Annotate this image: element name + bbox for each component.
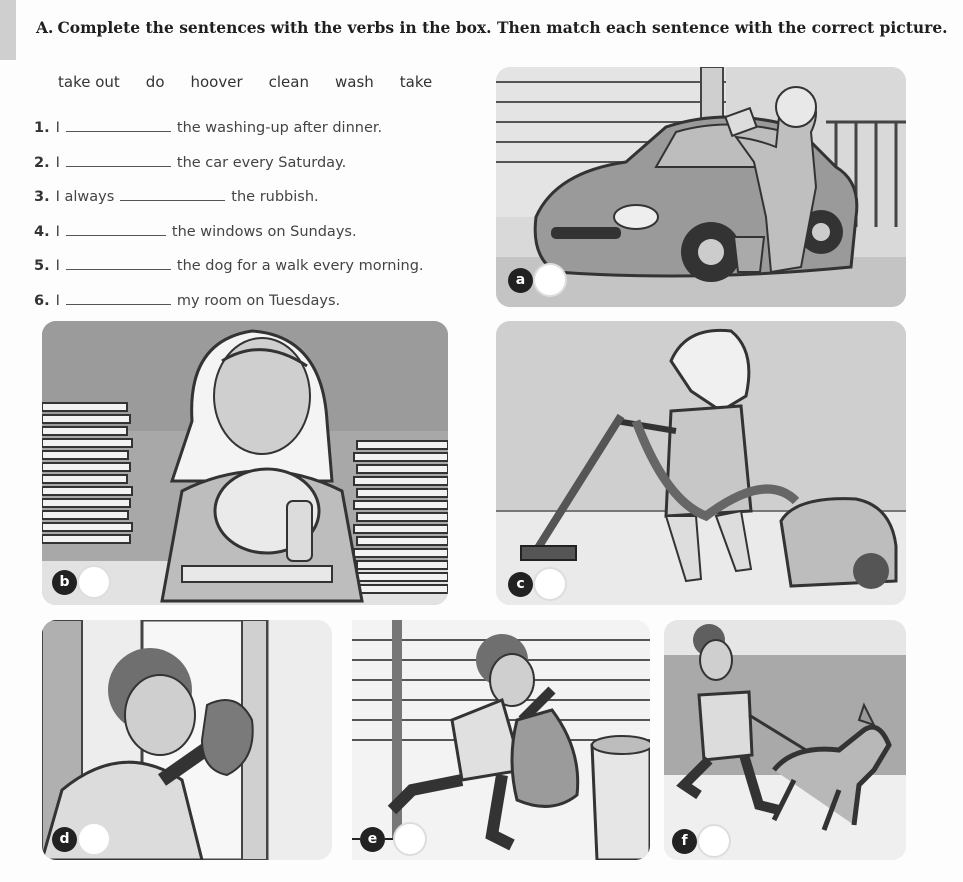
picture-e xyxy=(352,620,650,860)
verb-take-out: take out xyxy=(58,73,120,91)
sentence-number: 5. xyxy=(34,258,50,274)
picture-letter: d xyxy=(52,827,77,852)
answer-circle-f[interactable] xyxy=(697,824,731,858)
sentence-number: 2. xyxy=(34,154,50,171)
answer-circle-b[interactable] xyxy=(77,565,111,599)
picture-letter: c xyxy=(508,572,533,597)
sentence-end: the dog for a walk every morning. xyxy=(176,258,424,274)
verb-do: do xyxy=(145,73,165,91)
picture-letter: e xyxy=(360,827,385,852)
sentence-end: the windows on Sundays. xyxy=(171,223,357,240)
picture-c-label xyxy=(508,567,567,601)
picture-letter: f xyxy=(672,829,697,854)
verb-take: take xyxy=(399,73,433,91)
exercise-title xyxy=(36,18,948,37)
answer-circle-a[interactable] xyxy=(533,263,567,297)
picture-b-label xyxy=(52,565,111,599)
exercise-instruction: Complete the sentences with the verbs in the box. Then match each sentence with the correct picture. xyxy=(57,18,948,37)
picture-f-label xyxy=(672,824,731,858)
sentence-start: I xyxy=(55,258,60,274)
sentence-end: the car every Saturday. xyxy=(176,154,347,171)
sentence-list xyxy=(34,119,494,326)
verb-hoover: hoover xyxy=(190,73,243,91)
sentence-start: I xyxy=(55,292,60,309)
picture-b xyxy=(42,321,448,605)
sentence-1 xyxy=(34,119,494,154)
picture-d-label xyxy=(52,822,111,856)
sentence-end: the washing-up after dinner. xyxy=(176,120,383,136)
picture-f xyxy=(664,620,906,860)
verb-clean: clean xyxy=(268,73,309,91)
sentence-5 xyxy=(34,257,494,292)
picture-a xyxy=(496,67,906,307)
exercise-letter: A. xyxy=(36,18,54,37)
label-dash xyxy=(385,838,393,840)
answer-blank-5[interactable] xyxy=(66,257,171,270)
sentence-number: 1. xyxy=(34,120,50,136)
sentence-end: the rubbish. xyxy=(231,189,319,205)
picture-c xyxy=(496,321,906,605)
page-spine-shadow xyxy=(0,0,16,60)
answer-blank-3[interactable] xyxy=(120,188,225,201)
answer-circle-e[interactable] xyxy=(393,822,427,856)
sentence-start: I always xyxy=(55,189,115,205)
verb-wash: wash xyxy=(334,73,374,91)
answer-blank-2[interactable] xyxy=(66,154,171,167)
sentence-2 xyxy=(34,154,494,189)
washing-up-picture xyxy=(42,321,448,605)
sentence-number: 6. xyxy=(34,292,50,309)
picture-letter: b xyxy=(52,570,77,595)
sentence-start: I xyxy=(55,120,60,136)
sentence-number: 4. xyxy=(34,223,50,240)
label-dash xyxy=(352,838,360,840)
answer-blank-4[interactable] xyxy=(66,223,166,236)
picture-d xyxy=(42,620,332,860)
sentence-3 xyxy=(34,188,494,223)
answer-blank-1[interactable] xyxy=(66,119,171,132)
answer-circle-c[interactable] xyxy=(533,567,567,601)
verb-box xyxy=(58,73,458,91)
sentence-number: 3. xyxy=(34,189,50,205)
sentence-start: I xyxy=(55,154,60,171)
sentence-end: my room on Tuesdays. xyxy=(176,292,341,309)
answer-blank-6[interactable] xyxy=(66,292,171,305)
picture-e-label xyxy=(352,822,427,856)
sentence-4 xyxy=(34,223,494,258)
sentence-start: I xyxy=(55,223,60,240)
hoovering-picture xyxy=(496,321,906,605)
picture-a-label xyxy=(508,263,567,297)
picture-letter: a xyxy=(508,268,533,293)
answer-circle-d[interactable] xyxy=(77,822,111,856)
